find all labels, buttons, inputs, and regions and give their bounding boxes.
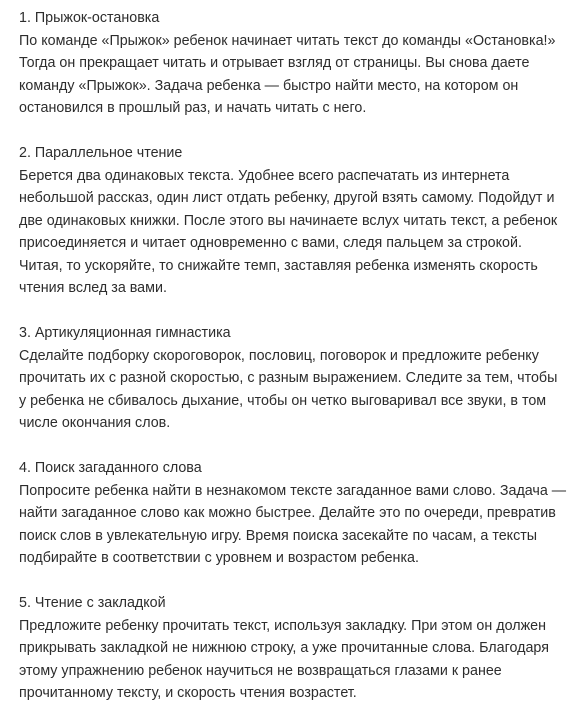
paragraph-line: прочитанному тексту, и скорость чтения возрастет. — [19, 685, 357, 701]
paragraph-line: Попросите ребенка найти в незнакомом тексте загаданное вами слово. Задача — — [19, 482, 567, 499]
paragraph-line: чтения вслед за вами. — [19, 280, 167, 296]
paragraph-line: небольшой рассказ, один лист отдать ребенку, другой взять самому. Подойдут и — [19, 190, 555, 206]
paragraph-line: поиск слов в увлекательную игру. Время поиска засекайте по часам, а тексты — [19, 527, 538, 544]
section-title: 2. Параллельное чтение — [19, 145, 183, 161]
exercise-section-5 — [19, 592, 579, 705]
exercise-section-4 — [19, 457, 579, 570]
paragraph-line: прикрывать закладкой не нижнюю строку, а уже прочитанные слова. Благодаря — [19, 640, 549, 656]
paragraph-line: команду «Прыжок». Задача ребенка — быстро найти место, на котором он — [19, 77, 519, 94]
paragraph-line: Читая, то ускоряйте, то снижайте темп, заставляя ребенка изменять скорость — [19, 257, 538, 274]
exercise-section-3 — [19, 322, 579, 435]
paragraph-line: присоединяется и читает одновременно с вами, следя пальцем за строкой. — [19, 235, 522, 251]
paragraph-line: у ребенка не сбивалось дыхание, чтобы он четко выговаривал все звуки, в том — [19, 392, 547, 409]
section-title: 1. Прыжок-остановка — [19, 10, 160, 26]
paragraph-line: остановился в прошлый раз, и начать читать с него. — [19, 100, 367, 116]
paragraph-line: найти загаданное слово как можно быстрее. Делайте это по очереди, превратив — [19, 505, 556, 521]
paragraph-line: подбирайте в соответствии с уровнем и возрастом ребенка. — [19, 550, 419, 566]
paragraph-line: Берется два одинаковых текста. Удобнее всего распечатать из интернета — [19, 167, 510, 184]
paragraph-line: Предложите ребенку прочитать текст, используя закладку. При этом он должен — [19, 617, 546, 634]
section-title: 3. Артикуляционная гимнастика — [19, 325, 231, 341]
article-body — [19, 7, 579, 727]
paragraph-line: По команде «Прыжок» ребенок начинает читать текст до команды «Остановка!» — [19, 32, 556, 49]
exercise-section-1 — [19, 7, 579, 120]
paragraph-line: две одинаковых книжки. После этого вы начинаете вслух читать текст, а ребенок — [19, 212, 558, 229]
section-title: 4. Поиск загаданного слова — [19, 460, 202, 476]
paragraph-line: Сделайте подборку скороговорок, пословиц, поговорок и предложите ребенку — [19, 347, 539, 364]
paragraph-line: числе окончания слов. — [19, 415, 171, 431]
paragraph-line: прочитать их с разной скоростью, с разным выражением. Следите за тем, чтобы — [19, 370, 558, 386]
paragraph-line: Тогда он прекращает читать и отрывает взгляд от страницы. Вы снова даете — [19, 55, 530, 71]
paragraph-line: этому упражнению ребенок научиться не возвращаться глазами к ранее — [19, 662, 502, 679]
section-title: 5. Чтение с закладкой — [19, 595, 166, 611]
exercise-section-2 — [19, 142, 579, 300]
